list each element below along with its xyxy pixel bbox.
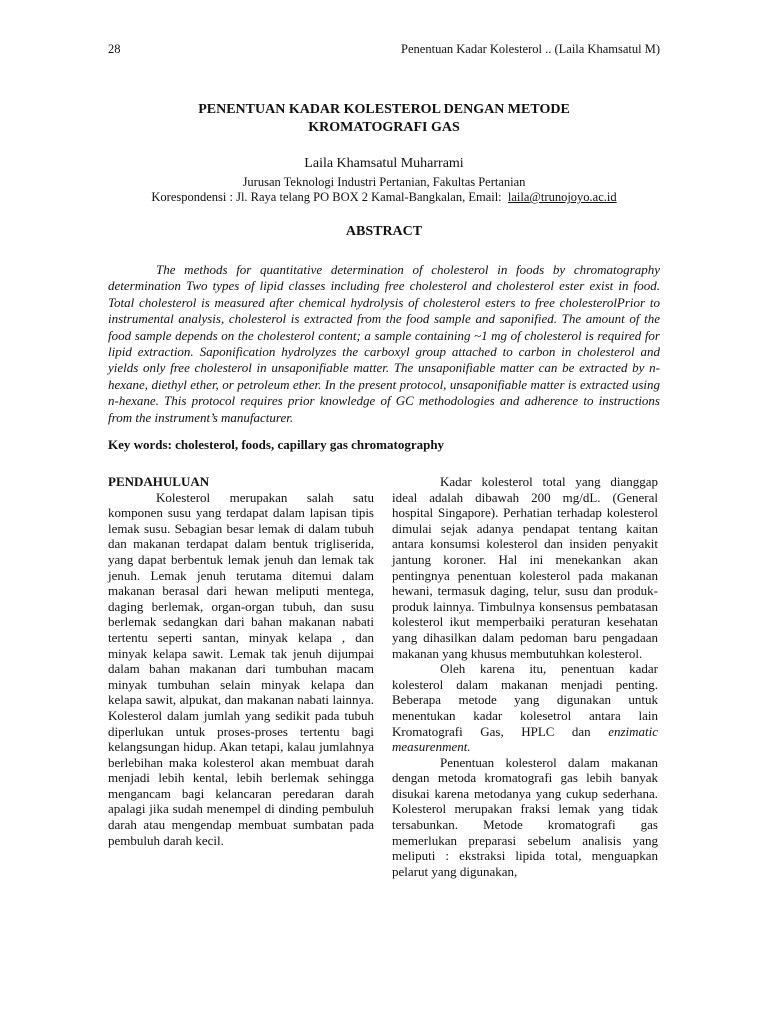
paragraph (392, 661, 658, 755)
running-title: Penentuan Kadar Kolesterol .. (Laila Khamsatul M) (401, 42, 660, 56)
right-column (392, 474, 658, 879)
abstract-text: The methods for quantitative determination of cholesterol in foods by chromatography determination Two types of lipid classes including free cholesterol and cholesterol ester exist in food. Total cholesterol is measured after chemical hydrolysis of cholesterol esters to free cholesterolPrior to instrumental analysis, cholesterol is extracted from the food sample and saponified. The amount of the food sample depends on the cholesterol content; a sample containing ~1 mg of cholesterol is required for lipid extraction. Saponification hydrolyzes the carboxyl group attached to carbon in cholesterol and yields only free cholesterol in unsaponifiable matter. The unsaponifiable matter can be extracted by n-hexane, diethyl ether, or petroleum ether. In the present protocol, unsaponifiable matter is extracted using n-hexane. This protocol requires prior knowledge of GC methodologies and adherence to instructions from the instrument’s manufacturer. (108, 262, 660, 425)
author-name: Laila Khamsatul Muharrami (304, 156, 464, 171)
correspondence-address: Korespondensi : Jl. Raya telang PO BOX 2 Kamal-Bangkalan, Email: (151, 190, 502, 204)
email-link[interactable]: laila@trunojoyo.ac.id (507, 190, 617, 204)
article-title (108, 101, 660, 137)
paragraph-text: Oleh karena itu, penentuan kadar kolesterol dalam makanan menjadi penting. Beberapa metode yang digunakan untuk menentukan kadar kolesetrol antara lain Kromatografi Gas, HPLC dan (392, 661, 658, 739)
paragraph: Penentuan kolesterol dalam makanan dengan metoda kromatografi gas lebih banyak disukai karena metodanya yang cukup sederhana. Kolesterol merupakan fraksi lemak yang tidak tersabunkan. Metode kromatografi gas memerlukan preparasi sebelum analisis yang meliputi : ekstraksi lipida total, menguapkan pelarut yang digunakan, (392, 754, 658, 879)
keywords: Key words: cholesterol, foods, capillary gas chromatography (108, 437, 445, 452)
affiliation: Jurusan Teknologi Industri Pertanian, Fakultas Pertanian (242, 175, 526, 189)
abstract-heading: ABSTRACT (345, 224, 423, 239)
page-number: 28 (108, 42, 121, 56)
paragraph: Kadar kolesterol total yang dianggap ideal adalah dibawah 200 mg/dL. (General hospital Singapore). Perhatian terhadap kolesterol dimulai sejak adanya pendapat tentang kaitan antara konsumsi kolesterol dan insiden penyakit jantung koroner. Hal ini menekankan akan pentingnya penentuan kolesterol pada makanan hewani, termasuk daging, telur, susu dan produk-produk lainnya. Timbulnya konsensus pembatasan kolesterol ikut memperbaiki peraturan kesehatan yang dihasilkan dalam pedoman baru pengadaan makanan yang khusus membutuhkan kolesterol. (392, 474, 658, 661)
paragraph-italic-term: enzimatic measurenment. (392, 723, 659, 755)
running-header (108, 42, 660, 58)
title-line-1: PENENTUAN KADAR KOLESTEROL DENGAN METODE (198, 102, 570, 117)
left-column (108, 474, 374, 848)
paragraph: Kolesterol merupakan salah satu komponen susu yang terdapat dalam lapisan tipis lemak susu. Sebagian besar lemak di dalam tubuh dan makanan terdapat dalam bentuk trigliserida, yang dapat berbentuk lemak jenuh dan lemak tak jenuh. Lemak jenuh terutama ditemui dalam makanan berasal dari hewan meliputi mentega, daging berlemak, organ-organ tubuh, dan susu berlemak sedangkan dari bahan makanan nabati tertentu seperti santan, minyak kelapa , dan minyak kelapa sawit. Lemak tak jenuh dijumpai dalam bahan makanan dari tumbuhan macam minyak tumbuhan selain minyak kelapa dan kelapa sawit, alpukat, dan makanan nabati lainnya. Kolesterol dalam jumlah yang sedikit pada tubuh diperlukan untuk proses-proses tertentu bagi kelangsungan hidup. Akan tetapi, kalau jumlahnya berlebihan maka kolesterol akan membuat darah menjadi lebih kental, lebih berlemak sehingga mengancam bagi kelancaran peredaran darah apalagi jika sudah menempel di dinding pembuluh darah atau mengendap membuat sumbatan pada pembuluh darah kecil. (108, 489, 374, 848)
title-line-2: KROMATOGRAFI GAS (308, 120, 460, 135)
section-heading-pendahuluan: PENDAHULUAN (108, 474, 210, 489)
correspondence (108, 190, 660, 205)
